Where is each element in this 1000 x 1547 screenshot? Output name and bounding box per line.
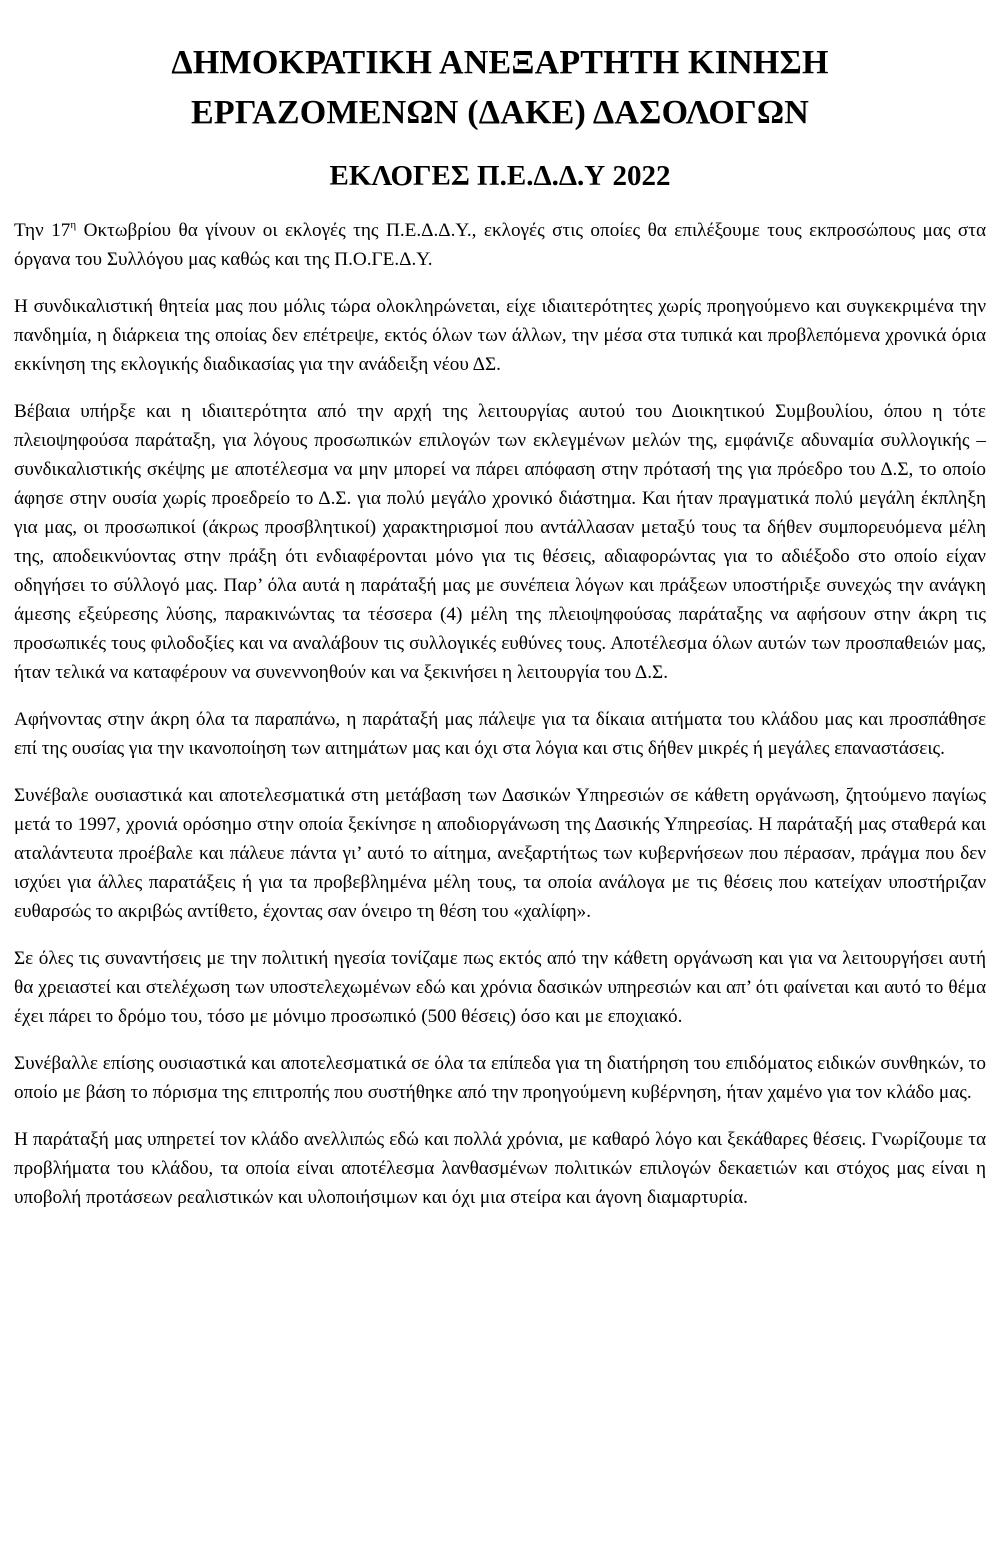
- paragraph-intro: [14, 216, 986, 274]
- document-title-line-1: ΔΗΜΟΚΡΑΤΙΚΗ ΑΝΕΞΑΡΤΗΤΗ ΚΙΝΗΣΗ: [171, 44, 829, 81]
- intro-text-rest: Οκτωβρίου θα γίνουν οι εκλογές της Π.Ε.Δ.Δ.Υ., εκλογές στις οποίες θα επιλέξουμε τους εκπροσώπους μας στα όργανα του Συλλόγου μας καθώς και της Π.Ο.ΓΕ.Δ.Υ.: [14, 220, 987, 270]
- paragraph-term: Η συνδικαλιστική θητεία μας που μόλις τώρα ολοκληρώνεται, είχε ιδιαιτερότητες χωρίς προηγούμενο και συγκεκριμένα την πανδημία, η διάρκεια της οποίας δεν επέτρεψε, εκτός όλων των άλλων, την μέσα στα τυπικά και προβλεπόμενα χρονικά όρια εκκίνηση της εκλογικής διαδικασίας για την ανάδειξη νέου ΔΣ.: [14, 296, 986, 375]
- paragraph-demands: Αφήνοντας στην άκρη όλα τα παραπάνω, η παράταξή μας πάλεψε για τα δίκαια αιτήματα του κλάδου μας και προσπάθησε επί της ουσίας για την ικανοποίηση των αιτημάτων μας και όχι στα λόγια και στις δήθεν μικρές ή μεγάλες επαναστάσεις.: [14, 709, 986, 759]
- paragraph-staffing: Σε όλες τις συναντήσεις με την πολιτική ηγεσία τονίζαμε πως εκτός από την κάθετη οργάνωση και για να λειτουργήσει αυτή θα χρειαστεί και στελέχωση των υποστελεχωμένων εδώ και χρόνια δασικών υπηρεσιών και απ’ ότι φαίνεται και αυτό το θέμα έχει πάρει το δρόμο του, τόσο με μόνιμο προσωπικό (500 θέσεις) όσο και με εποχιακό.: [14, 948, 986, 1027]
- paragraph-vertical-organization: Συνέβαλε ουσιαστικά και αποτελεσματικά στη μετάβαση των Δασικών Υπηρεσιών σε κάθετη οργάνωση, ζητούμενο παγίως μετά το 1997, χρονιά ορόσημο στην οποία ξεκίνησε η αποδιοργάνωση της Δασικής Υπηρεσίας. Η παράταξή μας σταθερά και αταλάντευτα προέβαλε και πάλευε πάντα γι’ αυτό το αίτημα, ανεξαρτήτως των κυβερνήσεων που πέρασαν, πράγμα που δεν ισχύει για άλλες παρατάξεις ή για τα προβεβλημένα μέλη τους, τα οποία ανάλογα με τις θέσεις που κατείχαν υποστήριζαν ευθαρσώς το ακριβώς αντίθετο, έχοντας σαν όνειρο τη θέση του «χαλίφη».: [14, 785, 986, 922]
- document-title-line-2: ΕΡΓΑΖΟΜΕΝΩΝ (ΔΑΚΕ) ΔΑΣΟΛΟΓΩΝ: [190, 94, 810, 131]
- paragraph-closing: Η παράταξή μας υπηρετεί τον κλάδο ανελλιπώς εδώ και πολλά χρόνια, με καθαρό λόγο και ξεκάθαρες θέσεις. Γνωρίζουμε τα προβλήματα του κλάδου, τα οποία είναι αποτέλεσμα λανθασμένων πολιτικών επιλογών δεκαετιών και στόχος μας είναι η υποβολή προτάσεων ρεαλιστικών και υλοποιήσιμων και όχι μια στείρα και άγονη διαμαρτυρία.: [14, 1129, 986, 1208]
- document-subtitle: ΕΚΛΟΓΕΣ Π.Ε.Δ.Δ.Υ 2022: [329, 160, 671, 192]
- ordinal-superscript: η: [70, 219, 77, 231]
- paragraph-allowance: Συνέβαλλε επίσης ουσιαστικά και αποτελεσματικά σε όλα τα επίπεδα για τη διατήρηση του επιδόματος ειδικών συνθηκών, το οποίο με βάση το πόρισμα της επιτροπής που συστήθηκε από την προηγούμενη κυβέρνηση, ήταν χαμένο για τον κλάδο μας.: [14, 1053, 986, 1103]
- intro-text-start: Την 17: [14, 220, 71, 241]
- paragraph-board: Βέβαια υπήρξε και η ιδιαιτερότητα από την αρχή της λειτουργίας αυτού του Διοικητικού Συμβουλίου, όπου η τότε πλειοψηφούσα παράταξη, για λόγους προσωπικών επιλογών των εκλεγμένων μελών της, εμφάνιζε αδυναμία συλλογικής – συνδικαλιστικής σκέψης με αποτέλεσμα να μην μπορεί να πάρει απόφαση στην πρότασή της για πρόεδρο του Δ.Σ, το οποίο άφησε στην ουσία χωρίς προεδρείο το Δ.Σ. για πολύ μεγάλο χρονικό διάστημα. Και ήταν πραγματικά πολύ μεγάλη έκπληξη για μας, οι προσωπικοί (άκρως προσβλητικοί) χαρακτηρισμοί που αντάλλασαν μεταξύ τους τα δήθεν συμπορευόμενα μέλη της, αποδεικνύοντας στην πράξη ότι ενδιαφέρονται μόνο για τις θέσεις, αδιαφορώντας για το αδιέξοδο στο οποίο είχαν οδηγήσει το σύλλογό μας. Παρ’ όλα αυτά η παράταξή μας με συνέπεια λόγων και πράξεων υποστήριξε συνεχώς την ανάγκη άμεσης εξεύρεσης λύσης, παρακινώντας τα τέσσερα (4) μέλη της πλειοψηφούσας παράταξης να αφήσουν στην άκρη τις προσωπικές τους φιλοδοξίες και να αναλάβουν τις συλλογικές ευθύνες τους. Αποτέλεσμα όλων αυτών των προσπαθειών μας, ήταν τελικά να καταφέρουν να συνεννοηθούν και να ξεκινήσει η λειτουργία του Δ.Σ.: [14, 401, 986, 683]
